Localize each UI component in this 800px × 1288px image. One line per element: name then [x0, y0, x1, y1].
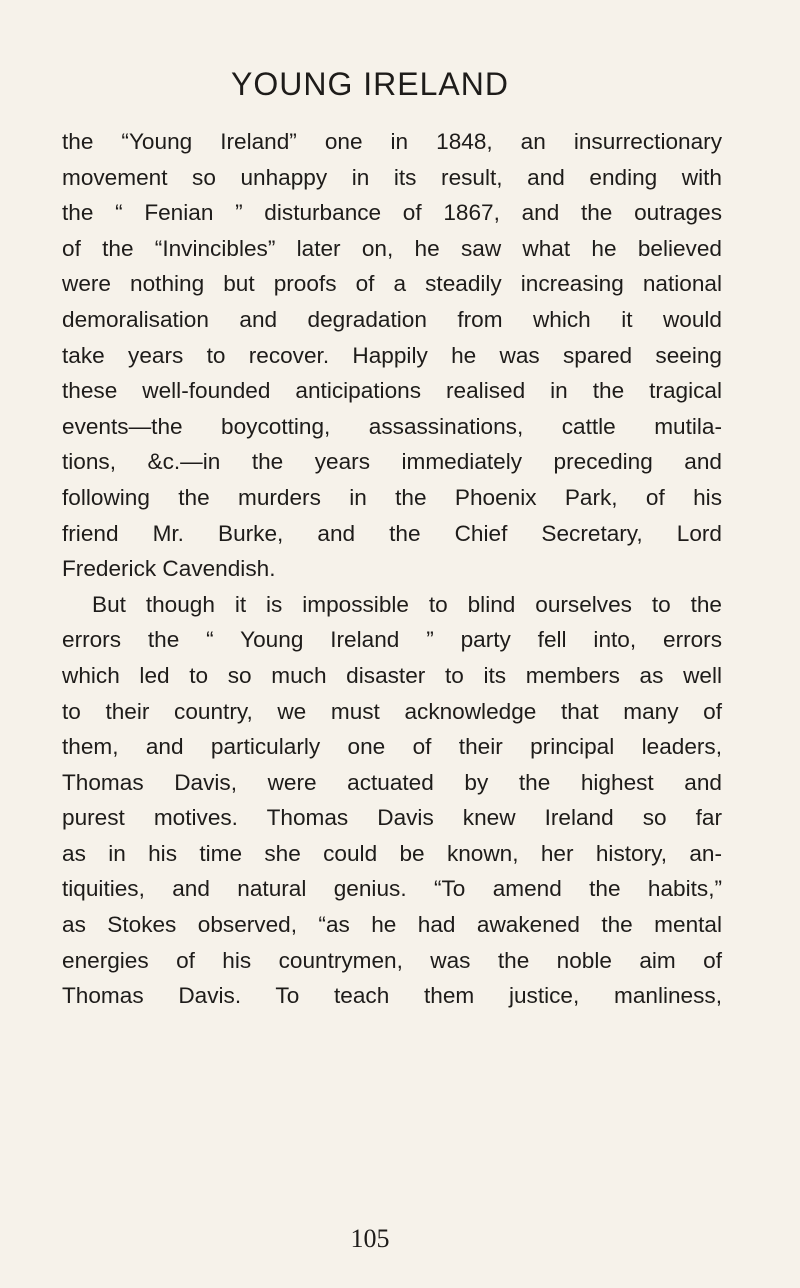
text-line: as in his time she could be known, her history, an- [62, 840, 722, 866]
text-line: purest motives. Thomas Davis knew Ireland so far [62, 805, 722, 831]
text-line: to their country, we must acknowledge that many of [62, 698, 722, 724]
text-line: movement so unhappy in its result, and ending with [62, 164, 722, 190]
text-line: energies of his countrymen, was the noble aim of [62, 947, 722, 973]
page-number: 105 [350, 1224, 390, 1253]
text-line: following the murders in the Phoenix Park, of his [62, 484, 722, 510]
text-line: of the “Invincibles” later on, he saw what he believed [62, 235, 722, 261]
text-line: Thomas Davis. To teach them justice, manliness, [62, 983, 722, 1009]
text-line: tiquities, and natural genius. “To amend the habits,” [62, 876, 722, 902]
text-line: them, and particularly one of their principal leaders, [62, 734, 722, 760]
text-line: demoralisation and degradation from which it would [62, 306, 722, 332]
text-line: Frederick Cavendish. [62, 556, 276, 582]
text-line: as Stokes observed, “as he had awakened the mental [62, 912, 722, 938]
text-line: Thomas Davis, were actuated by the highest and [62, 769, 722, 795]
text-line: which led to so much disaster to its members as well [62, 662, 722, 688]
text-line: friend Mr. Burke, and the Chief Secretary, Lord [62, 520, 722, 546]
text-line: tions, &c.—in the years immediately preceding and [62, 449, 722, 475]
text-line: the “ Fenian ” disturbance of 1867, and the outrages [62, 200, 722, 226]
text-line: errors the “ Young Ireland ” party fell into, errors [62, 627, 722, 653]
text-line: But though it is impossible to blind ourselves to the [92, 591, 722, 617]
text-line: the “Young Ireland” one in 1848, an insurrectionary [62, 129, 722, 154]
text-line: take years to recover. Happily he was spared seeing [62, 342, 722, 368]
text-line: were nothing but proofs of a steadily increasing national [62, 271, 722, 297]
running-head: YOUNG IRELAND [231, 66, 509, 102]
body-text [62, 124, 722, 1014]
text-line: events—the boycotting, assassinations, cattle mutila- [62, 413, 722, 439]
text-line: these well-founded anticipations realised in the tragical [62, 378, 722, 404]
